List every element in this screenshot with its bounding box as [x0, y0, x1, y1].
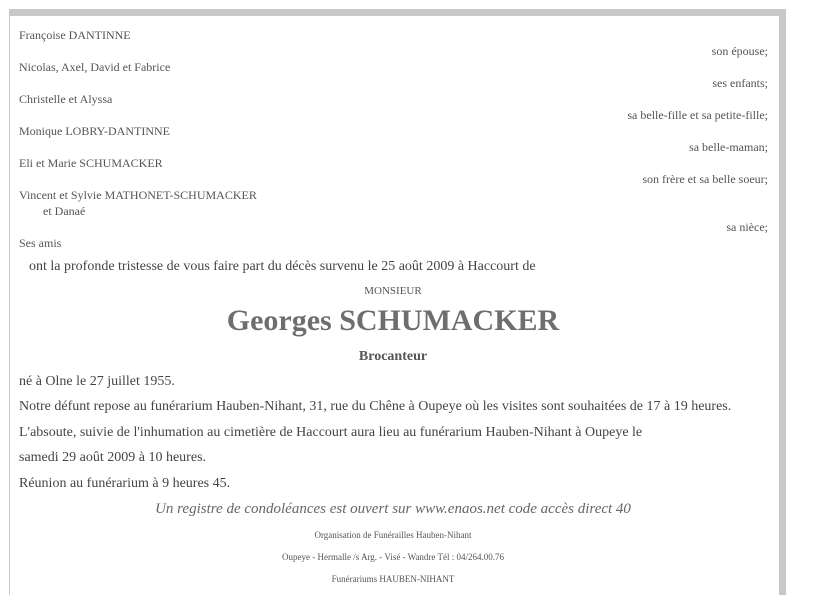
- footer-funerariums: Funérariums HAUBEN-NIHANT: [331, 574, 455, 584]
- family-relation: ses enfants;: [712, 76, 768, 90]
- occupation: Brocanteur: [358, 349, 428, 364]
- honorific: MONSIEUR: [364, 285, 422, 297]
- family-relation: sa belle-maman;: [689, 140, 768, 154]
- family-name: Eli et Marie SCHUMACKER: [19, 156, 163, 170]
- announcement-text: ont la profonde tristesse de vous faire part du décès survenu le 25 août 2009 à Haccourt de: [29, 259, 536, 274]
- family-name: Vincent et Sylvie MATHONET-SCHUMACKER: [19, 188, 257, 202]
- family-name-continued: et Danaé: [43, 204, 86, 218]
- footer-address: Oupeye - Hermalle /s Arg. - Visé - Wandre Tél : 04/264.00.76: [281, 552, 505, 562]
- footer-organisation: Organisation de Funérailles Hauben-Nihant: [314, 530, 472, 540]
- family-relation: son frère et sa belle soeur;: [642, 172, 768, 186]
- family-name: Nicolas, Axel, David et Fabrice: [19, 60, 171, 74]
- family-name: Christelle et Alyssa: [19, 92, 113, 106]
- condolence-register-note: Un registre de condoléances est ouvert sur www.enaos.net code accès direct 40: [155, 501, 631, 517]
- family-relation: sa belle-fille et sa petite-fille;: [627, 108, 768, 122]
- detail-line: Notre défunt repose au funérarium Hauben-Nihant, 31, rue du Chêne à Oupeye où les visites sont souhaitées de 17 à 19 heures.: [19, 399, 732, 414]
- detail-line: né à Olne le 27 juillet 1955.: [19, 374, 175, 389]
- deceased-name: Georges SCHUMACKER: [226, 304, 560, 337]
- friends-line: Ses amis: [19, 236, 62, 250]
- family-relation: sa nièce;: [726, 220, 768, 234]
- family-name: Monique LOBRY-DANTINNE: [19, 124, 170, 138]
- detail-line: Réunion au funérarium à 9 heures 45.: [19, 476, 231, 491]
- family-relation: son épouse;: [711, 44, 768, 58]
- detail-line: L'absoute, suivie de l'inhumation au cimetière de Haccourt aura lieu au funérarium Hauben-Nihant à Oupeye le: [19, 425, 643, 440]
- detail-line: samedi 29 août 2009 à 10 heures.: [19, 450, 207, 465]
- family-name: Françoise DANTINNE: [19, 28, 131, 42]
